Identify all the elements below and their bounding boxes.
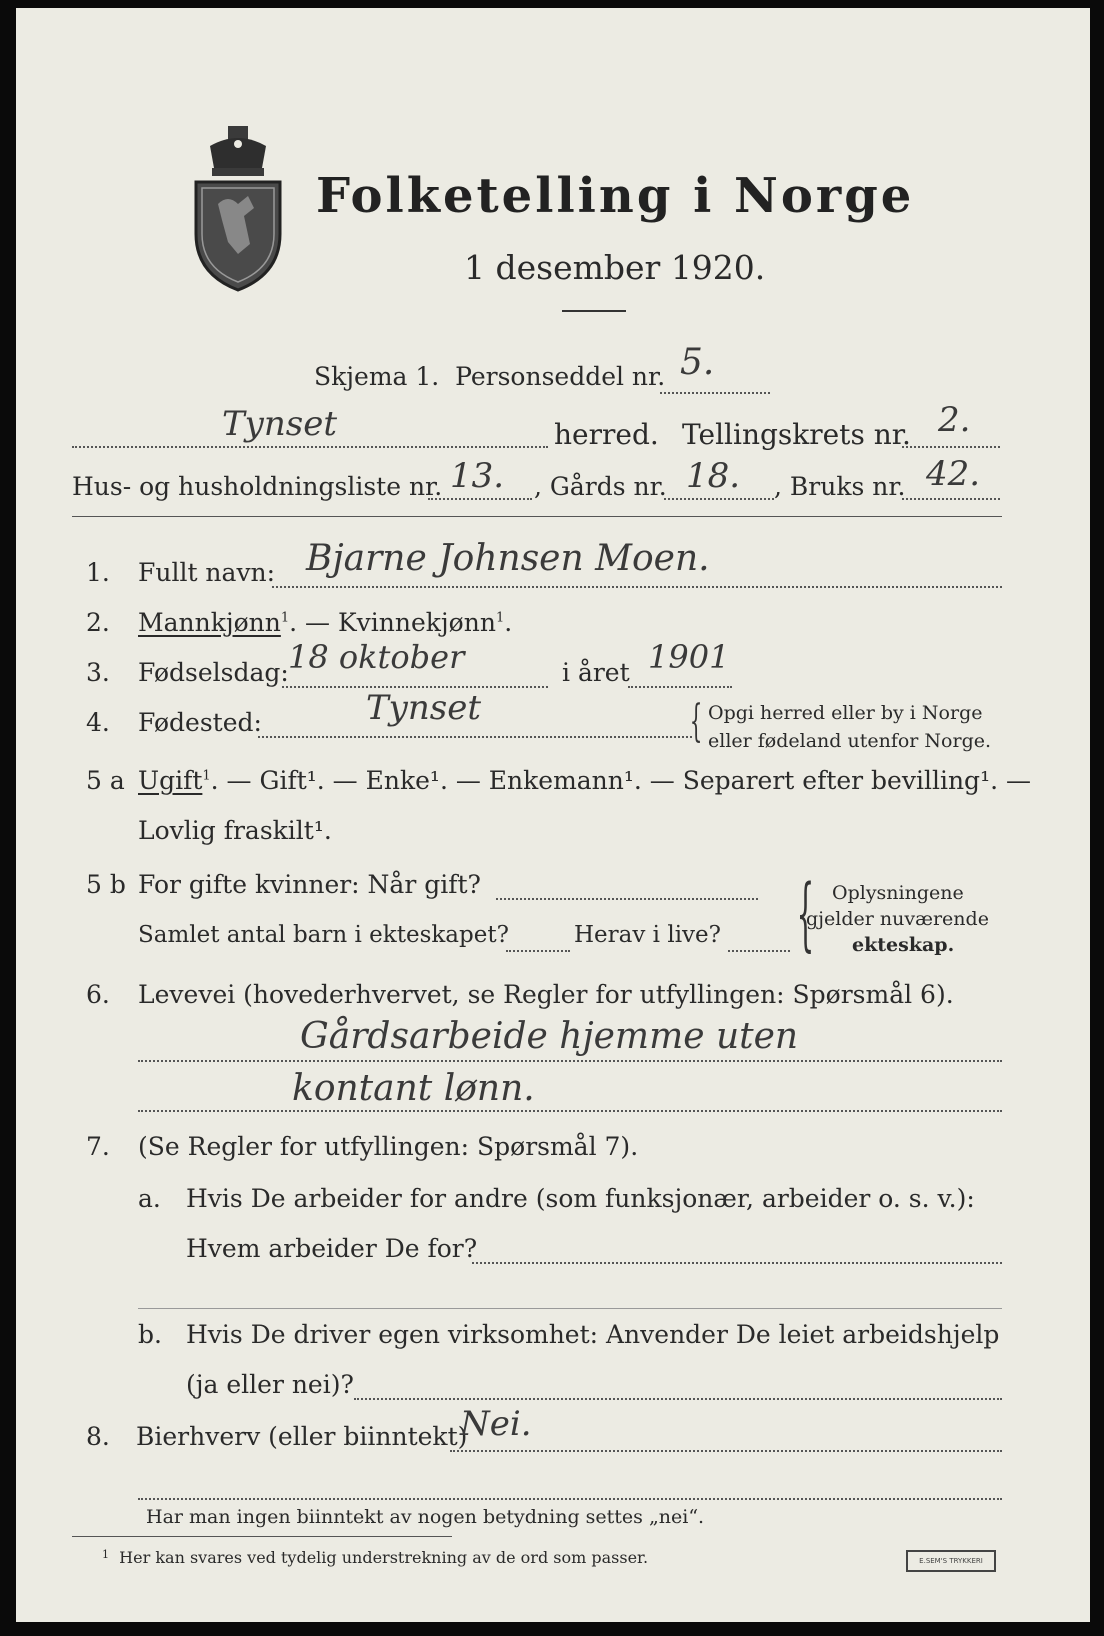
q8-label: Bierhverv (eller biinntekt): [136, 1422, 468, 1451]
printer-stamp: E.SEM'S TRYKKERI: [906, 1550, 996, 1572]
q5b-label: For gifte kvinner: Når gift?: [138, 870, 481, 899]
q5b-line2: Samlet antal barn i ekteskapet?: [138, 922, 509, 948]
q4-note-line1: Opgi herred eller by i Norge: [708, 702, 983, 724]
q5a-line2: Lovlig fraskilt¹.: [138, 816, 332, 845]
header-divider: [72, 516, 1002, 517]
q1-label: Fullt navn:: [138, 558, 276, 587]
q6-value-line2: kontant lønn.: [292, 1068, 535, 1109]
footnote: $^1$ Her kan svares ved tydelig understrekning av de ord som passer.: [102, 1548, 649, 1567]
q6-number: 6.: [86, 980, 110, 1009]
q7a-letter: a.: [138, 1184, 161, 1213]
bruks-value: 42.: [926, 454, 981, 494]
q7b-text: Hvis De driver egen virksomhet: Anvender De leiet arbeidshjelp: [186, 1320, 1000, 1349]
q5b-note-line3: ekteskap.: [852, 934, 955, 956]
q5a-number: 5 a: [86, 766, 125, 795]
q1-value: Bjarne Johnsen Moen.: [306, 538, 710, 579]
herred-label: herred.: [554, 418, 659, 451]
gards-value: 18.: [686, 456, 741, 496]
q6-label: Levevei (hovederhvervet, se Regler for utfyllingen: Spørsmål 6).: [138, 980, 954, 1009]
tellingskrets-value: 2.: [938, 400, 971, 440]
q1-number: 1.: [86, 558, 110, 587]
q3-year-value: 1901: [648, 638, 730, 676]
q7-number: 7.: [86, 1132, 110, 1161]
tellingskrets-label: Tellingskrets nr.: [682, 418, 911, 451]
census-form: Folketelling i Norge 1 desember 1920. Skjema 1. Personseddel nr. 5. Tynset herred. Tellingskrets nr. 2. Hus- og husholdningsliste nr. 13. , Gårds nr. 18. , Bruks nr. 42. 1. Fullt navn: Bjarne Johnsen Moen. 2. Mannkjønn$^1$. — Kvinnekjønn$^1$. 3. Fødselsdag: 18 oktober i året 1901 4. Fødested: Tynset { Opgi herred eller by i Norge eller fødeland utenfor Norge. 5 a Ugift$^1$. — Gift¹. — Enke¹. — Enkemann¹. — Separert efter bevilling¹. — Lovlig fraskilt¹. 5 b For gifte kvinner: Når gift? Samlet antal barn i ekteskapet? Herav i live? { Oplysningene gjelder nuværende ekteskap. 6. Levevei (hovederhvervet, se Regler for utfyllingen: Spørsmål 6). Gårdsarbeide hjemme uten kontant lønn. 7. (Se Regler for utfyllingen: Spørsmål 7). a. Hvis De arbeider for andre (som funksjonær, arbeider o. s. v.): Hvem arbeider De for? b. Hvis De driver egen virksomhet: Anvender De leiet arbeidshjelp (ja eller nei)? 8. Bierhverv (eller biinntekt) Nei. Har man ingen biinntekt av nogen betydning settes „nei“. $^1$ Her kan svares ved tydelig understrekning av de ord som passer. E.SEM'S TRYKKERI: [16, 8, 1090, 1622]
q2-number: 2.: [86, 608, 110, 637]
q6-value-line1: Gårdsarbeide hjemme uten: [300, 1016, 799, 1057]
q4-label: Fødested:: [138, 708, 262, 737]
q8-note: Har man ingen biinntekt av nogen betydning settes „nei“.: [146, 1506, 705, 1528]
q5b-number: 5 b: [86, 870, 126, 899]
coat-of-arms-icon: [188, 124, 288, 294]
schema-label: Skjema 1. Personseddel nr.: [314, 362, 666, 391]
q4-value: Tynset: [366, 688, 482, 728]
q7-label: (Se Regler for utfyllingen: Spørsmål 7).: [138, 1132, 639, 1161]
q5b-note-line1: Oplysningene: [832, 882, 964, 904]
bruks-label: , Bruks nr.: [774, 472, 906, 501]
personseddel-value: 5.: [680, 342, 715, 383]
q2-sex: Mannkjønn$^1$. — Kvinnekjønn$^1$.: [138, 608, 513, 637]
q7a-line2: Hvem arbeider De for?: [186, 1234, 478, 1263]
q3-number: 3.: [86, 658, 110, 687]
q3-year-label: i året: [562, 658, 630, 687]
q5b-note-line2: gjelder nuværende: [806, 908, 989, 930]
census-date: 1 desember 1920.: [464, 248, 766, 287]
q3-label: Fødselsdag:: [138, 658, 289, 687]
q3-value: 18 oktober: [288, 638, 465, 676]
q8-number: 8.: [86, 1422, 110, 1451]
q4-note-line2: eller fødeland utenfor Norge.: [708, 730, 992, 752]
hus-value: 13.: [450, 456, 505, 496]
q7b-letter: b.: [138, 1320, 162, 1349]
q7a-text: Hvis De arbeider for andre (som funksjonær, arbeider o. s. v.):: [186, 1184, 975, 1213]
q7b-line2: (ja eller nei)?: [186, 1370, 354, 1399]
q5a-status: Ugift$^1$. — Gift¹. — Enke¹. — Enkemann¹. — Separert efter bevilling¹. —: [138, 766, 1031, 795]
q4-number: 4.: [86, 708, 110, 737]
q8-value: Nei.: [460, 1404, 532, 1444]
form-title: Folketelling i Norge: [316, 168, 915, 224]
hus-label: Hus- og husholdningsliste nr.: [72, 472, 443, 501]
herred-value: Tynset: [222, 404, 338, 444]
gards-label: , Gårds nr.: [534, 472, 667, 501]
q5b-herav: Herav i live?: [574, 922, 721, 948]
title-divider: [562, 310, 626, 312]
